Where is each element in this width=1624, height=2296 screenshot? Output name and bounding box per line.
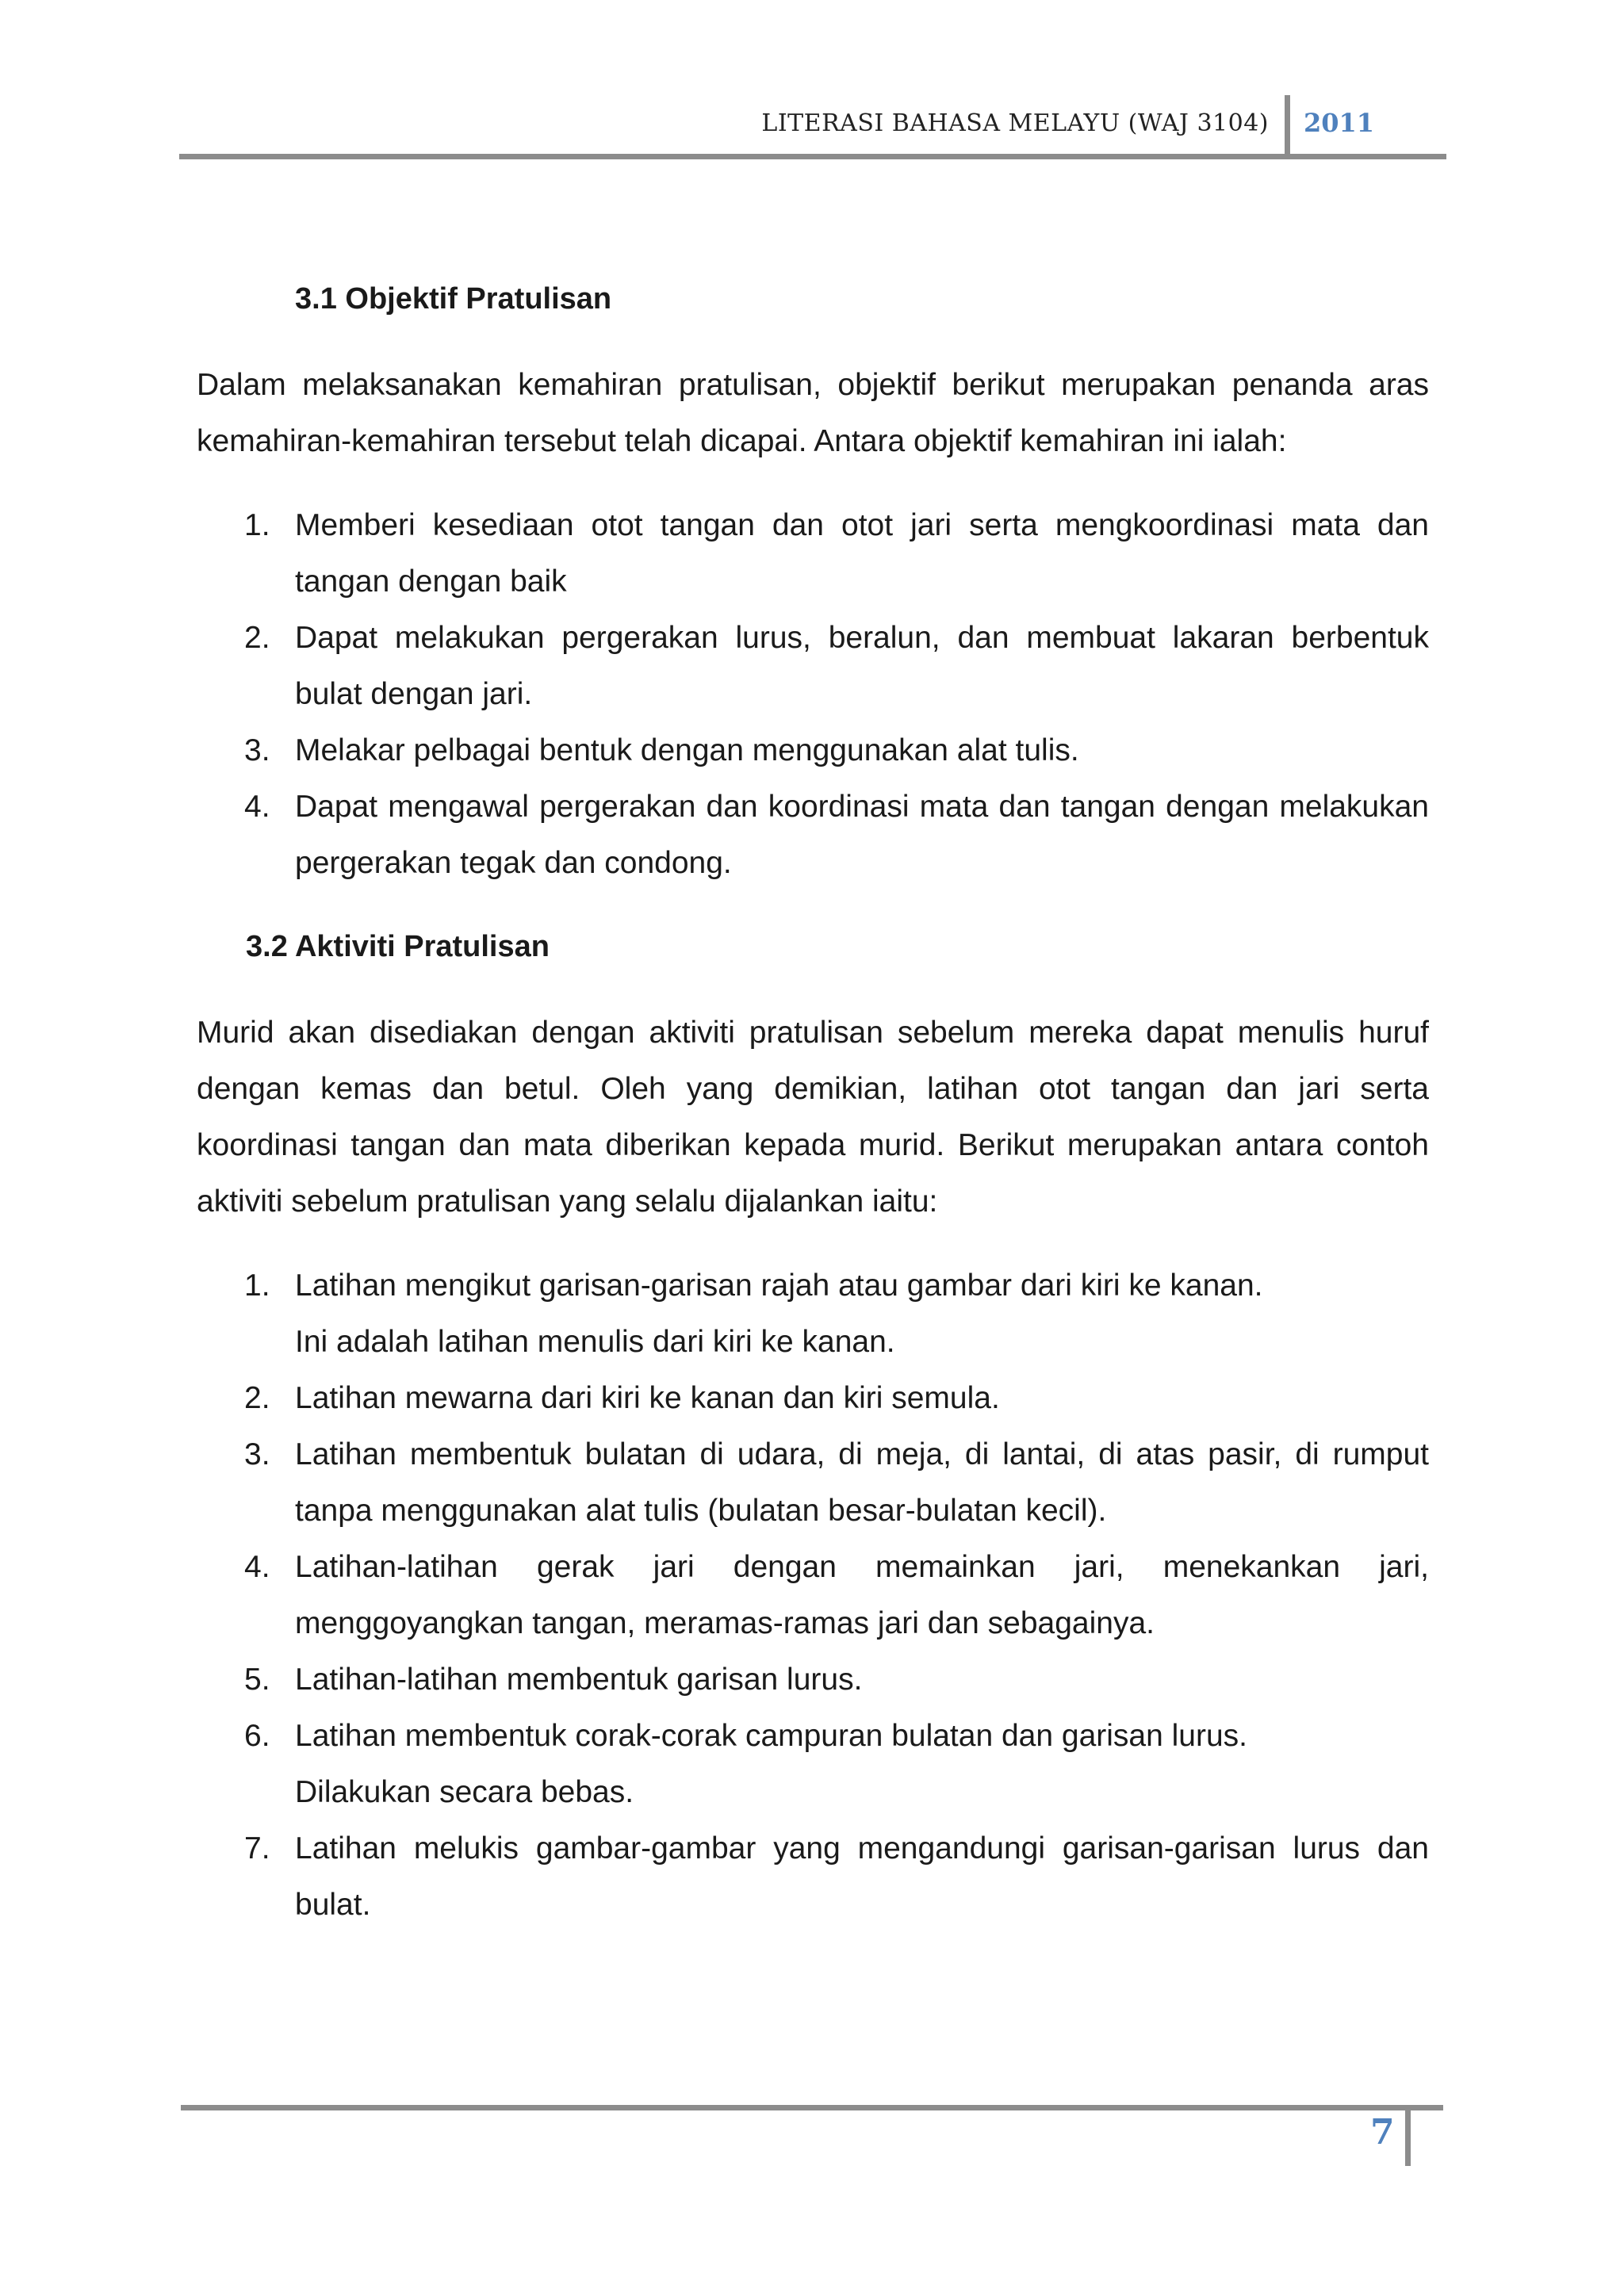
list-item-subtext: Ini adalah latihan menulis dari kiri ke kanan. (295, 1325, 895, 1359)
list-item-number: 7. (244, 1831, 270, 1866)
list-item-text: Latihan melukis gambar-gambar yang mengandungi garisan-garisan lurus dan bulat. (295, 1831, 1429, 1922)
section-heading-objektif: 3.1 Objektif Pratulisan (295, 282, 612, 316)
list-item-number: 4. (244, 790, 270, 824)
list-item (244, 1426, 1429, 1539)
list-item-text: Latihan mengikut garisan-garisan rajah atau gambar dari kiri ke kanan. (295, 1269, 1263, 1303)
list-item-number: 4. (244, 1550, 270, 1584)
page-header (179, 95, 1446, 159)
list-item-text: Melakar pelbagai bentuk dengan menggunakan alat tulis. (295, 733, 1079, 767)
footer-rule (181, 2105, 1443, 2110)
list-item-number: 1. (244, 508, 270, 542)
list-item (244, 610, 1429, 722)
list-item-number: 6. (244, 1719, 270, 1753)
list-item (244, 497, 1429, 610)
list-item-number: 2. (244, 1381, 270, 1415)
list-item-text: Memberi kesediaan otot tangan dan otot jari serta mengkoordinasi mata dan tangan dengan baik (295, 508, 1429, 599)
list-item (244, 722, 1429, 779)
list-item-text: Latihan-latihan membentuk garisan lurus. (295, 1663, 863, 1697)
footer-separator (1405, 2110, 1411, 2166)
list-item-text: Dapat mengawal pergerakan dan koordinasi mata dan tangan dengan melakukan pergerakan tegak dan condong. (295, 790, 1429, 880)
list-item (244, 1539, 1429, 1651)
list-item (244, 1708, 1429, 1820)
header-year: 2011 (1304, 108, 1375, 138)
list-item (244, 1820, 1429, 1933)
list-item-text: Dapat melakukan pergerakan lurus, beralun, dan membuat lakaran berbentuk bulat dengan jari. (295, 621, 1429, 711)
list-item-text: Latihan-latihan gerak jari dengan memainkan jari, menekankan jari, menggoyangkan tangan, meramas-ramas jari dan sebagainya. (295, 1550, 1429, 1640)
section-intro-aktiviti: Murid akan disediakan dengan aktiviti pratulisan sebelum mereka dapat menulis huruf dengan kemas dan betul. Oleh yang demikian, latihan otot tangan dan jari serta koordinasi tangan dan mata diberikan kepada murid. Berikut merupakan antara contoh aktiviti sebelum pratulisan yang selalu dijalankan iaitu: (197, 1016, 1429, 1219)
page-number: 7 (1370, 2112, 1395, 2152)
list-item-number: 5. (244, 1663, 270, 1697)
list-item-text: Latihan membentuk bulatan di udara, di meja, di lantai, di atas pasir, di rumput tanpa menggunakan alat tulis (bulatan besar-bulatan kecil). (295, 1437, 1429, 1528)
list-item-number: 2. (244, 621, 270, 655)
header-rule (179, 154, 1446, 159)
activity-list (244, 1257, 1429, 1933)
list-item (244, 779, 1429, 891)
list-item-number: 3. (244, 1437, 270, 1471)
list-item (244, 1651, 1429, 1708)
section-heading-aktiviti: 3.2 Aktiviti Pratulisan (246, 930, 550, 963)
list-item-number: 1. (244, 1269, 270, 1303)
list-item-number: 3. (244, 733, 270, 767)
list-item-subtext: Dilakukan secara bebas. (295, 1775, 634, 1809)
list-item (244, 1370, 1429, 1426)
list-item (244, 1257, 1429, 1370)
header-separator (1285, 95, 1290, 159)
objective-list (244, 497, 1429, 891)
list-item-text: Latihan mewarna dari kiri ke kanan dan kiri semula. (295, 1381, 1000, 1415)
header-title: LITERASI BAHASA MELAYU (WAJ 3104) (761, 109, 1269, 137)
section-intro-objektif: Dalam melaksanakan kemahiran pratulisan, objektif berikut merupakan penanda aras kemahiran-kemahiran tersebut telah dicapai. Antara objektif kemahiran ini ialah: (197, 368, 1429, 458)
list-item-text: Latihan membentuk corak-corak campuran bulatan dan garisan lurus. (295, 1719, 1248, 1753)
